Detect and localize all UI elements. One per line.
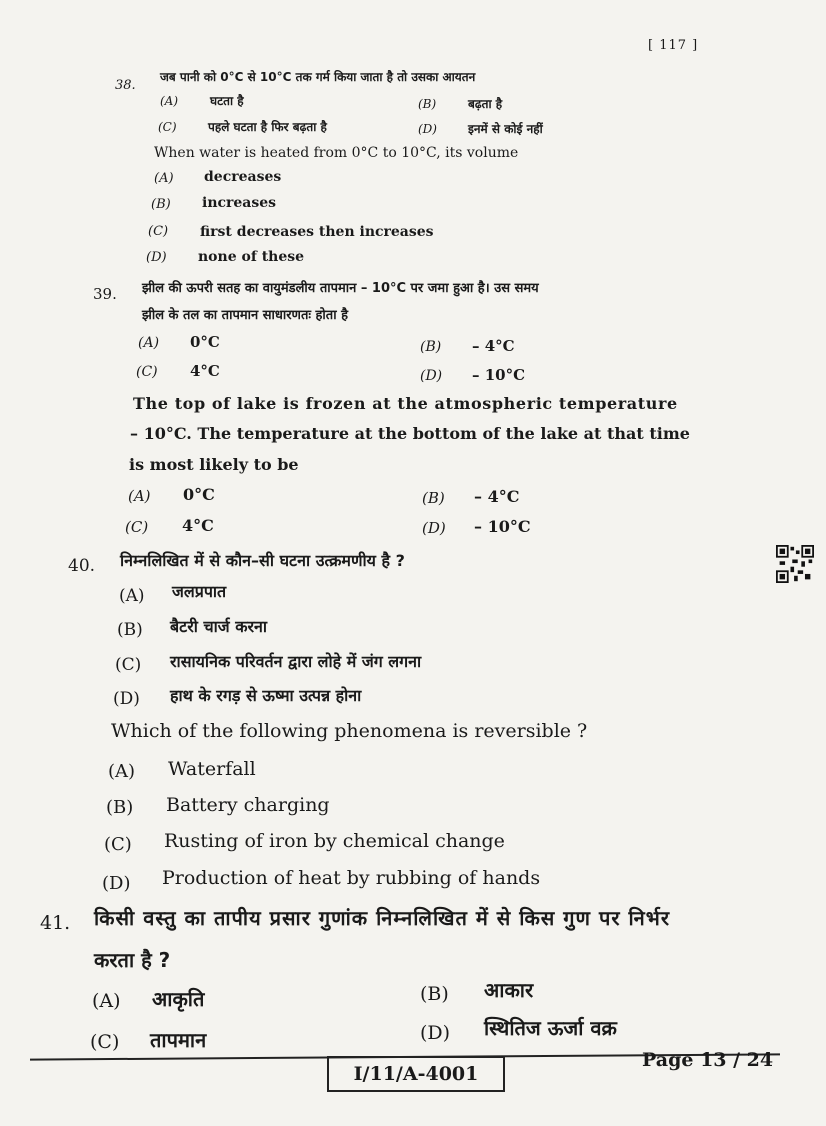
q41-opt-d-label: (D)	[420, 1022, 451, 1044]
q40-en-opt-c-label: (C)	[104, 834, 132, 855]
q40-en-opt-c: Rusting of iron by chemical change	[164, 830, 505, 852]
q38-en-opt-b-label: (B)	[151, 197, 171, 212]
q39-english-question-line3: is most likely to be	[129, 455, 299, 474]
q39-en-opt-c-label: (C)	[125, 518, 149, 536]
q39-en-opt-a-label: (A)	[128, 487, 151, 505]
q39-hi-opt-b-label: (B)	[420, 339, 442, 355]
q38-en-opt-d: none of these	[198, 249, 305, 265]
q40-en-opt-a: Waterfall	[168, 758, 256, 780]
q38-en-opt-c: first decreases then increases	[200, 224, 434, 240]
q39-english-question-line1: The top of lake is frozen at the atmospheric temperature	[133, 394, 678, 413]
q39-en-opt-d-label: (D)	[422, 519, 446, 537]
q40-number: 40.	[68, 556, 96, 576]
q41-opt-d: स्थितिज ऊर्जा वक्र	[484, 1016, 617, 1040]
q38-en-opt-b: increases	[202, 195, 277, 211]
q40-hi-opt-d: हाथ के रगड़ से ऊष्मा उत्पन्न होना	[170, 686, 362, 705]
paper-code: I/11/A-4001	[353, 1063, 479, 1085]
q39-hindi-question-line1: झील की ऊपरी सतह का वायुमंडलीय तापमान – 10°C पर जमा हुआ है। उस समय	[142, 281, 539, 296]
q39-en-opt-c: 4°C	[182, 516, 214, 535]
q41-opt-b: आकार	[484, 978, 534, 1002]
q41-number: 41.	[40, 912, 71, 934]
q40-english-question: Which of the following phenomena is reversible ?	[111, 720, 588, 742]
q39-number: 39.	[93, 285, 117, 303]
q39-en-opt-d: – 10°C	[474, 517, 531, 536]
page-stamp: [ 117 ]	[648, 38, 699, 53]
q38-hi-opt-d: इनमें से कोई नहीं	[468, 122, 543, 136]
q41-opt-a-label: (A)	[92, 990, 121, 1012]
q40-en-opt-b-label: (B)	[106, 797, 134, 818]
q38-english-question: When water is heated from 0°C to 10°C, its volume	[154, 145, 519, 161]
q38-en-opt-a-label: (A)	[154, 171, 174, 186]
q39-hi-opt-c: 4°C	[190, 362, 220, 380]
q39-hi-opt-d-label: (D)	[420, 368, 443, 384]
q41-hindi-question-line2: करता है ?	[94, 948, 171, 972]
q40-hi-opt-a-label: (A)	[119, 586, 145, 606]
q40-hi-opt-a: जलप्रपात	[172, 582, 227, 601]
q41-opt-a: आकृति	[152, 987, 205, 1011]
q41-opt-b-label: (B)	[420, 983, 449, 1005]
q38-hi-opt-b-label: (B)	[418, 97, 437, 111]
q39-english-question-line2: – 10°C. The temperature at the bottom of the lake at that time	[130, 424, 690, 443]
q39-hi-opt-a: 0°C	[190, 333, 220, 351]
q38-hi-opt-a: घटता है	[210, 94, 244, 108]
q40-hindi-question: निम्नलिखित में से कौन–सी घटना उत्क्रमणीय है ?	[120, 551, 405, 570]
q39-hi-opt-d: – 10°C	[472, 366, 526, 384]
q39-hi-opt-a-label: (A)	[138, 335, 160, 351]
q39-hindi-question-line2: झील के तल का तापमान साधारणतः होता है	[142, 308, 348, 323]
q40-hi-opt-c: रासायनिक परिवर्तन द्वारा लोहे में जंग लगना	[170, 652, 422, 671]
q38-number: 38.	[115, 78, 136, 93]
q38-en-opt-c-label: (C)	[148, 224, 169, 239]
q41-hindi-question-line1: किसी वस्तु का तापीय प्रसार गुणांक निम्नलिखित में से किस गुण पर निर्भर	[94, 906, 670, 930]
q39-hi-opt-b: – 4°C	[472, 337, 515, 355]
page-number: Page 13 / 24	[642, 1049, 774, 1071]
q38-hindi-question: जब पानी को 0°C से 10°C तक गर्म किया जाता है तो उसका आयतन	[160, 70, 476, 84]
q38-hi-opt-b: बढ़ता है	[468, 97, 503, 111]
q40-en-opt-a-label: (A)	[108, 761, 136, 782]
q40-en-opt-d-label: (D)	[102, 873, 131, 894]
q40-en-opt-b: Battery charging	[166, 794, 330, 816]
q40-hi-opt-b-label: (B)	[117, 620, 143, 640]
q41-opt-c-label: (C)	[90, 1031, 120, 1053]
q38-hi-opt-a-label: (A)	[160, 94, 179, 108]
qr-code	[776, 545, 814, 583]
q40-hi-opt-c-label: (C)	[115, 655, 142, 675]
q40-en-opt-d: Production of heat by rubbing of hands	[162, 867, 541, 889]
q40-hi-opt-b: बैटरी चार्ज करना	[170, 617, 268, 636]
q39-en-opt-b-label: (B)	[422, 489, 445, 507]
q38-en-opt-d-label: (D)	[146, 250, 167, 265]
q39-en-opt-b: – 4°C	[474, 487, 520, 506]
q38-en-opt-a: decreases	[204, 169, 282, 185]
q38-hi-opt-c-label: (C)	[158, 120, 177, 134]
q40-hi-opt-d-label: (D)	[113, 689, 140, 709]
q39-hi-opt-c-label: (C)	[136, 364, 158, 380]
paper-code-box	[327, 1056, 505, 1092]
q38-hi-opt-d-label: (D)	[418, 122, 437, 136]
q41-opt-c: तापमान	[150, 1028, 207, 1052]
q39-en-opt-a: 0°C	[183, 485, 215, 504]
q38-hi-opt-c: पहले घटता है फिर बढ़ता है	[208, 120, 327, 134]
